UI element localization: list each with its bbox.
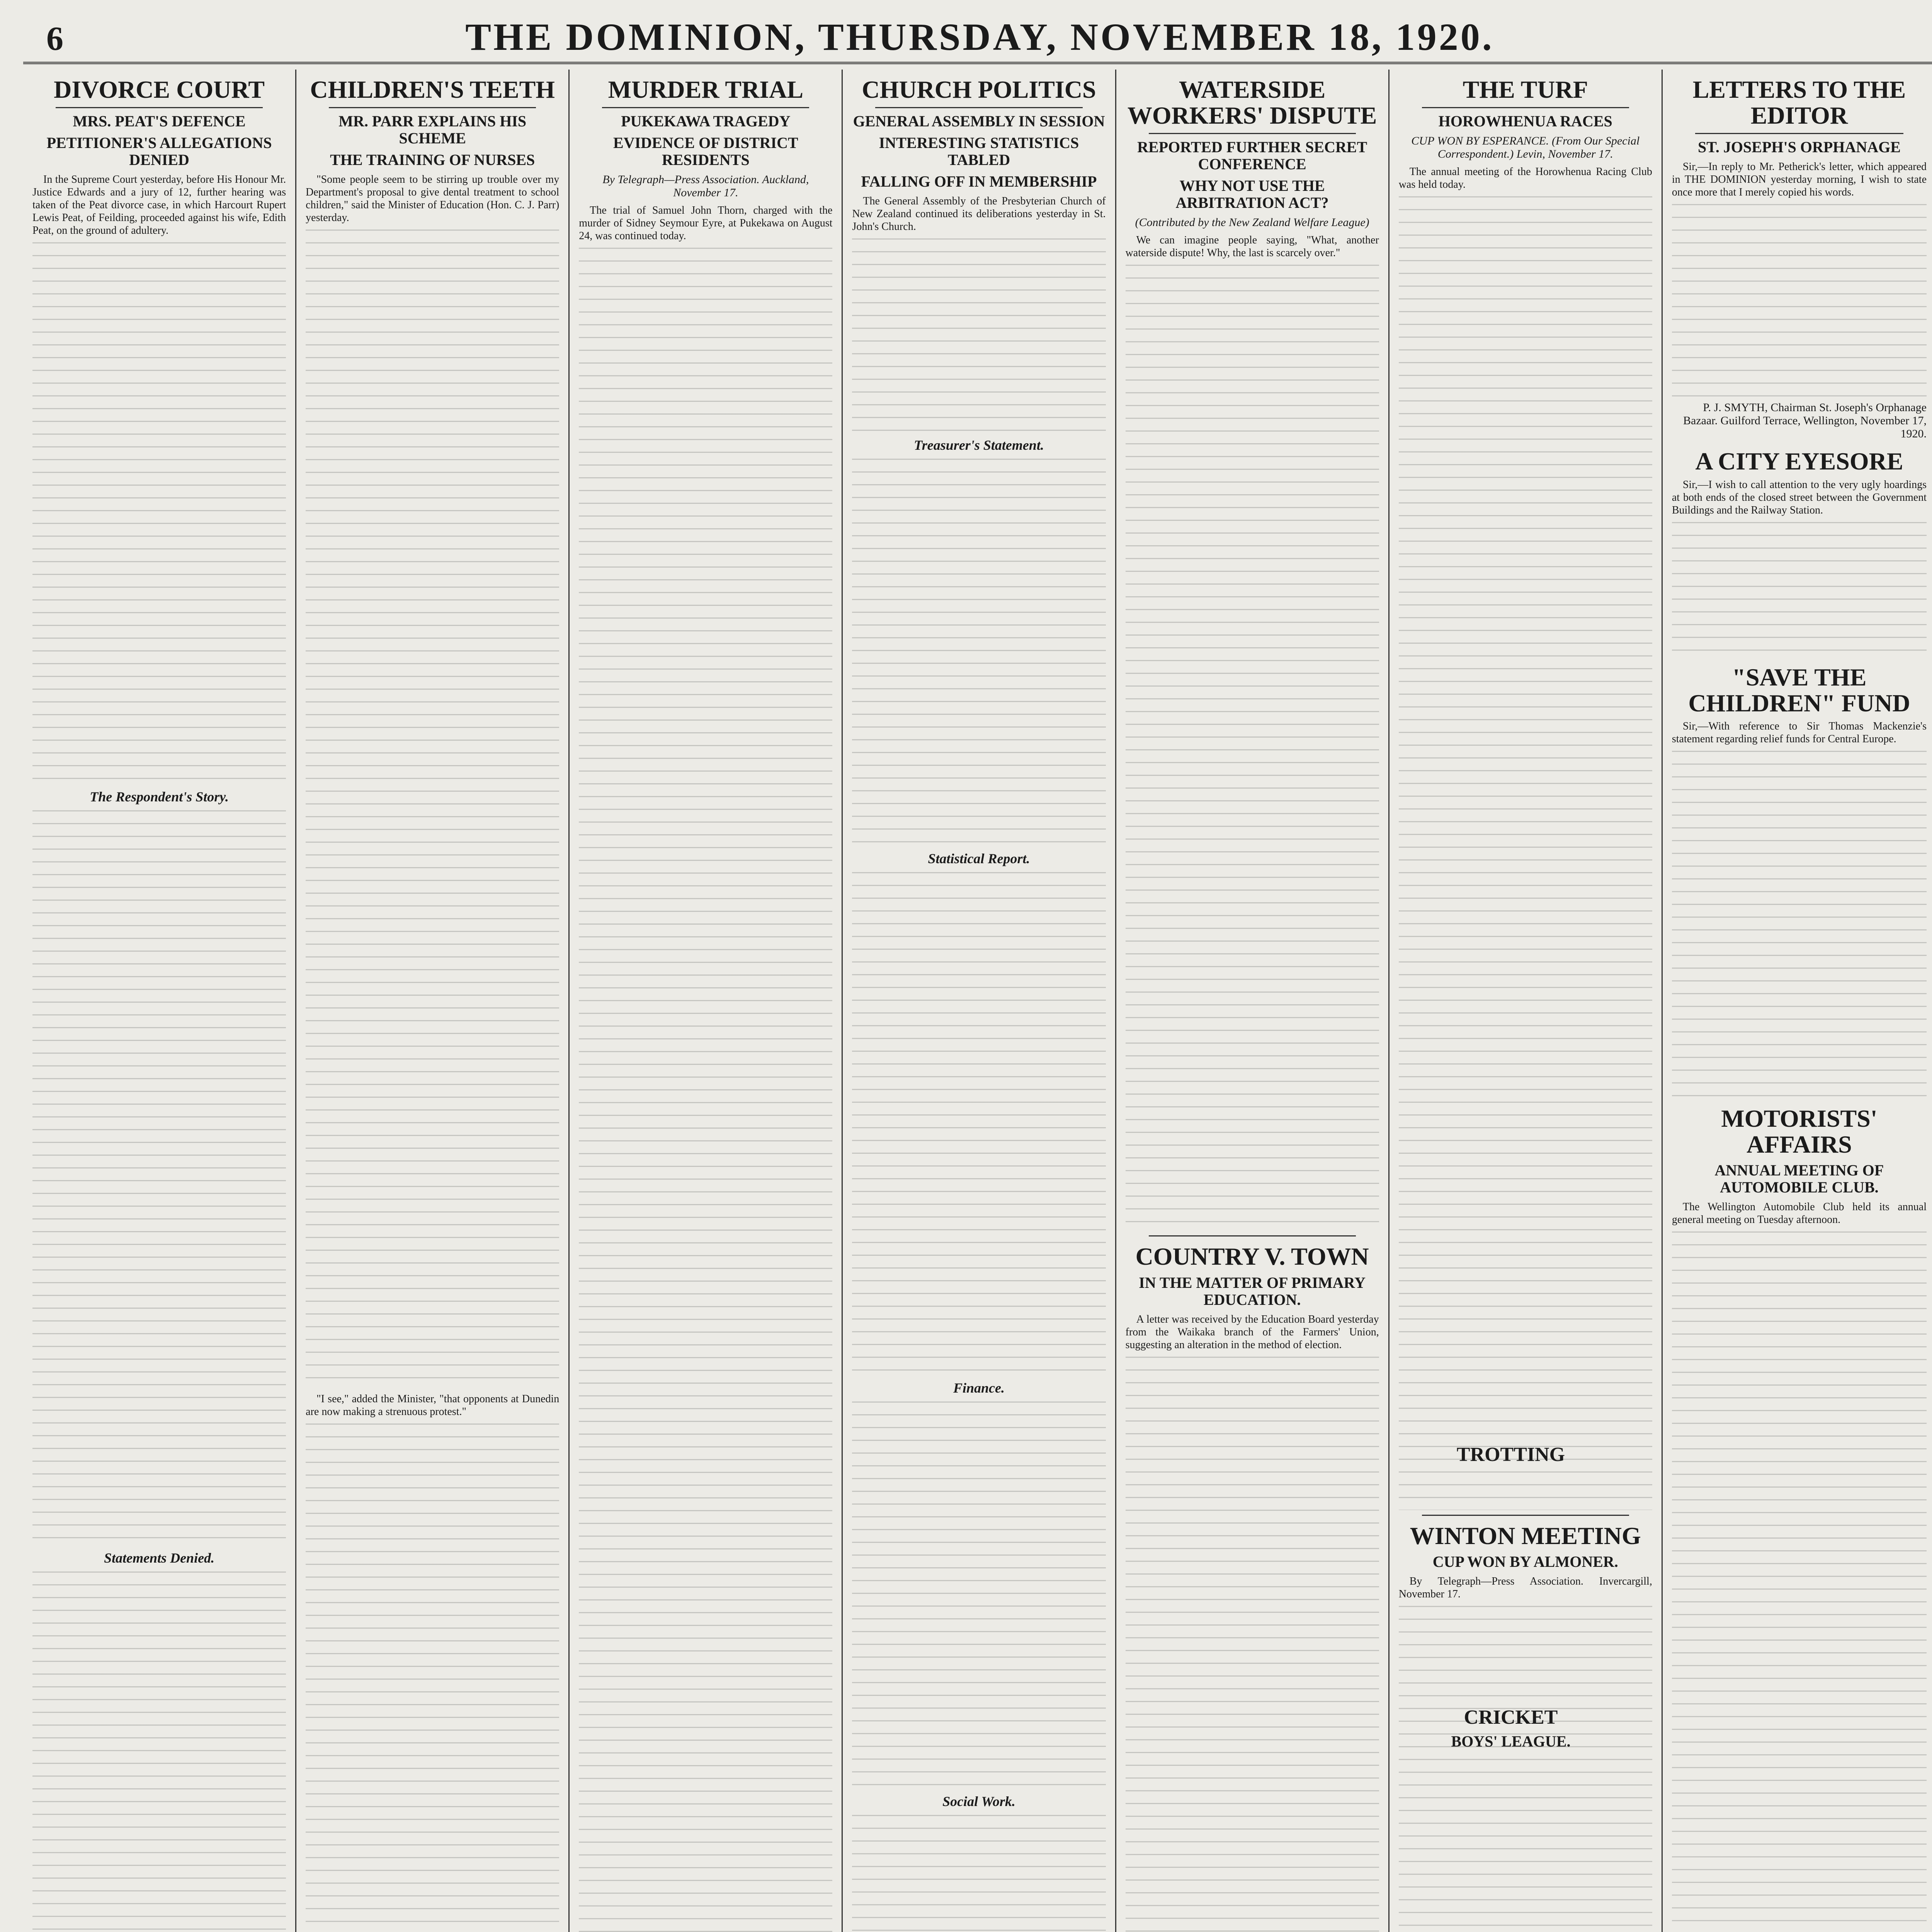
newspaper-title: THE DOMINION, THURSDAY, NOVEMBER 18, 1920.	[465, 15, 1494, 58]
article-paragraph: By Telegraph—Press Association. Invercargill, November 17.	[1398, 1575, 1652, 1600]
article-paragraph: The annual meeting of the Horowhenua Racing Club was held today.	[1398, 166, 1652, 191]
subheadline: WHY NOT USE THE ARBITRATION ACT?	[1175, 177, 1329, 212]
column-the-turf	[1389, 70, 1663, 1932]
article-paragraph: Sir,—In reply to Mr. Petherick's letter, which appeared in THE DOMINION yesterday morning, I wish to state once more that I merely copied his words.	[1672, 161, 1927, 199]
section-subheading: Statistical Report.	[928, 851, 1030, 867]
byline: (Contributed by the New Zealand Welfare League)	[1135, 216, 1369, 229]
page-number: 6	[46, 20, 63, 58]
section-subheading: Statements Denied.	[104, 1550, 215, 1566]
subheadline: EVIDENCE OF DISTRICT RESIDENTS	[613, 134, 798, 169]
subheadline: BOYS' LEAGUE.	[1451, 1732, 1571, 1750]
article-columns	[23, 70, 1932, 1932]
byline: CUP WON BY ESPERANCE. (From Our Special Correspondent.) Levin, November 17.	[1411, 134, 1640, 161]
headline: CRICKET	[1464, 1706, 1558, 1728]
subheadline: INTERESTING STATISTICS TABLED	[879, 134, 1079, 169]
column-murder-trial	[570, 70, 843, 1932]
masthead	[23, 12, 1932, 64]
column-church-politics	[843, 70, 1116, 1932]
headline: WATERSIDE WORKERS' DISPUTE	[1127, 76, 1377, 129]
subheadline: GENERAL ASSEMBLY IN SESSION	[853, 112, 1105, 130]
headline: COUNTRY V. TOWN	[1135, 1243, 1369, 1270]
subheadline: THE TRAINING OF NURSES	[330, 151, 535, 169]
headline: CHILDREN'S TEETH	[310, 76, 555, 103]
column-childrens-teeth	[296, 70, 570, 1932]
headline: LETTERS TO THE EDITOR	[1692, 76, 1906, 129]
headline: "SAVE THE CHILDREN" FUND	[1688, 663, 1910, 717]
article-paragraph: The Wellington Automobile Club held its annual general meeting on Tuesday afternoon.	[1672, 1201, 1927, 1226]
subheadline: PETITIONER'S ALLEGATIONS DENIED	[46, 134, 272, 169]
article-paragraph: We can imagine people saying, "What, another waterside dispute! Why, the last is scarcely over."	[1125, 234, 1379, 259]
subheadline: FALLING OFF IN MEMBERSHIP	[861, 173, 1097, 190]
subheadline: MRS. PEAT'S DEFENCE	[73, 112, 246, 130]
article-paragraph: Sir,—With reference to Sir Thomas Mackenzie's statement regarding relief funds for Central Europe.	[1672, 720, 1927, 745]
sport-strip	[1376, 1437, 1646, 1469]
section-subheading: Finance.	[953, 1380, 1005, 1396]
article-paragraph: A letter was received by the Education Board yesterday from the Waikaka branch of the Farmers' Union, suggesting an alteration in the method of election.	[1125, 1313, 1379, 1351]
subheadline: PUKEKAWA TRAGEDY	[621, 112, 791, 130]
subheadline: ST. JOSEPH'S ORPHANAGE	[1697, 138, 1901, 156]
article-paragraph: "Some people seem to be stirring up trouble over my Department's proposal to give dental treatment to school children," said the Minister of Education (Hon. C. J. Parr) yesterday.	[306, 173, 560, 224]
byline: By Telegraph—Press Association. Auckland, November 17.	[602, 173, 809, 199]
subheadline: MR. PARR EXPLAINS HIS SCHEME	[338, 112, 527, 147]
headline: THE TURF	[1463, 76, 1588, 103]
article-paragraph: The trial of Samuel John Thorn, charged with the murder of Sidney Seymour Eyre, at Pukekawa on August 24, was continued today.	[579, 204, 833, 242]
section-subheading: Treasurer's Statement.	[914, 437, 1044, 453]
subheadline: IN THE MATTER OF PRIMARY EDUCATION.	[1139, 1274, 1366, 1308]
article-paragraph: In the Supreme Court yesterday, before His Honour Mr. Justice Edwards and a jury of 12, further hearing was taken of the Peat divorce case, in which Harcourt Rupert Lewis Peat, of Feilding, proceeded against his wife, Edith Peat, on the ground of adultery.	[32, 173, 286, 237]
sport-strip	[1376, 1700, 1646, 1755]
headline: DIVORCE COURT	[54, 76, 265, 103]
section-subheading: Social Work.	[942, 1794, 1015, 1810]
article-paragraph: Sir,—I wish to call attention to the very ugly hoardings at both ends of the closed street between the Government Buildings and the Railway Station.	[1672, 478, 1927, 516]
column-divorce-court	[23, 70, 296, 1932]
subheadline: ANNUAL MEETING OF AUTOMOBILE CLUB.	[1714, 1162, 1884, 1196]
subheadline: HOROWHENUA RACES	[1438, 112, 1612, 130]
article-paragraph: "I see," added the Minister, "that opponents at Dunedin are now making a strenuous protest."	[306, 1393, 560, 1418]
article-paragraph: The General Assembly of the Presbyterian Church of New Zealand continued its deliberations yesterday in St. John's Church.	[852, 195, 1106, 233]
column-waterside-dispute	[1116, 70, 1389, 1932]
headline: MURDER TRIAL	[608, 76, 804, 103]
headline: CHURCH POLITICS	[862, 76, 1096, 103]
letter-signature: P. J. SMYTH, Chairman St. Joseph's Orphanage Bazaar. Guilford Terrace, Wellington, November 17, 1920.	[1683, 401, 1927, 440]
subheadline: CUP WON BY ALMONER.	[1432, 1553, 1618, 1571]
headline: MOTORISTS' AFFAIRS	[1721, 1104, 1878, 1158]
headline: A CITY EYESORE	[1695, 447, 1903, 475]
section-subheading: The Respondent's Story.	[90, 789, 229, 805]
subheadline: REPORTED FURTHER SECRET CONFERENCE	[1137, 138, 1367, 173]
headline: TROTTING	[1456, 1444, 1565, 1466]
column-letters-sport	[1663, 70, 1932, 1932]
headline: WINTON MEETING	[1410, 1522, 1641, 1550]
